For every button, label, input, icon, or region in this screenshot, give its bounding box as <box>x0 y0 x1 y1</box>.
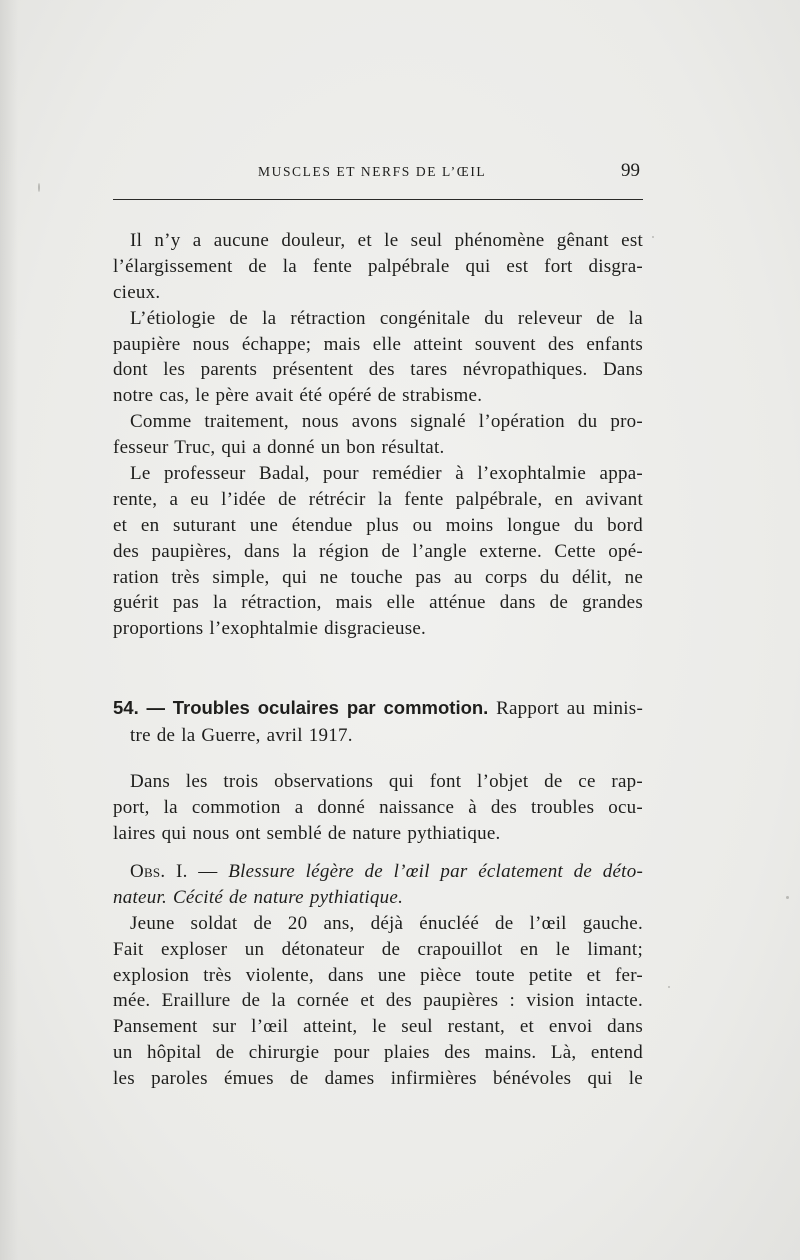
text-line: Dans les trois observations qui font l’objet de ce rap- <box>130 771 643 792</box>
paragraph <box>113 409 643 461</box>
body-text-top <box>113 228 643 642</box>
text-line: les paroles émues de dames infirmières bénévoles qui le <box>113 1068 643 1090</box>
scan-speck <box>786 896 789 899</box>
text-line: L’étiologie de la rétraction congénitale du releveur de la <box>130 307 643 329</box>
running-title: MUSCLES ET NERFS DE L’ŒIL <box>258 164 487 179</box>
text-line: paupière nous échappe; mais elle atteint souvent des enfants <box>113 333 643 355</box>
text-line: Pansement sur l’œil atteint, le seul restant, et envoi dans <box>113 1016 643 1038</box>
text-line: des paupières, dans la région de l’angle externe. Cette opé- <box>113 540 643 562</box>
scan-speck <box>38 183 40 192</box>
observation-block <box>113 859 643 1092</box>
paragraph <box>113 461 643 642</box>
text-line: port, la commotion a donné naissance à des troubles ocu- <box>113 796 643 818</box>
paragraph <box>113 306 643 410</box>
text-line: notre cas, le père avait été opéré de strabisme. <box>113 385 483 407</box>
text-line: l’élargissement de la fente palpébrale qui est fort disgra- <box>113 255 643 277</box>
text-line: et en suturant une étendue plus ou moins longue du bord <box>113 514 643 536</box>
text-line: Le professeur Badal, pour remédier à l’exophtalmie appa- <box>130 463 643 485</box>
text-line: Jeune soldat de 20 ans, déjà énucléé de l’œil gauche. <box>130 912 643 934</box>
intro-paragraph <box>113 769 643 847</box>
text-line: guérit pas la rétraction, mais elle atténue dans de grandes <box>113 592 643 614</box>
section-number: 54. <box>113 697 139 718</box>
page-number: 99 <box>621 160 640 181</box>
scan-speck <box>652 236 654 238</box>
paragraph <box>113 228 643 306</box>
text-line: fesseur Truc, qui a donné un bon résultat. <box>113 437 445 459</box>
section-heading <box>113 693 643 749</box>
text-line: cieux. <box>113 281 161 303</box>
observation-heading-line <box>113 859 643 885</box>
text-line: un hôpital de chirurgie pour plaies des mains. Là, entend <box>113 1042 643 1064</box>
section-subtitle-continuation: tre de la Guerre, avril 1917. <box>130 725 353 746</box>
text-line: Fait exploser un détonateur de crapouillot en le limant; <box>113 938 643 960</box>
section-dash: — <box>146 697 165 718</box>
section-heading-line <box>113 693 643 723</box>
scan-speck <box>668 986 670 988</box>
text-line: ration très simple, qui ne touche pas au corps du délit, ne <box>113 566 643 588</box>
text-line: Il n’y a aucune douleur, et le seul phénomène gênant est <box>130 230 643 251</box>
text-line: dont les parents présentent des tares névropathiques. Dans <box>113 359 643 381</box>
observation-dash: — <box>198 861 218 882</box>
observation-title-continuation: nateur. Cécité de nature pythiatique. <box>113 886 404 908</box>
text-line: explosion très violente, dans une pièce toute petite et fer- <box>113 964 643 986</box>
header-rule <box>113 199 643 200</box>
page-gutter-shadow <box>0 0 18 1260</box>
text-line: rente, a eu l’idée de rétrécir la fente palpébrale, en avivant <box>113 488 643 510</box>
text-line: Comme traitement, nous avons signalé l’opération du pro- <box>130 411 643 433</box>
observation-label: Obs. I. <box>130 861 188 882</box>
section-subtitle: Rapport au minis- <box>496 698 644 719</box>
text-line: mée. Eraillure de la cornée et des paupières : vision intacte. <box>113 990 643 1012</box>
observation-title: Blessure légère de l’œil par éclatement de déto- <box>228 861 644 882</box>
text-line: proportions l’exophtalmie disgracieuse. <box>113 618 427 640</box>
section-title: Troubles oculaires par commotion. <box>172 697 489 718</box>
running-header <box>113 160 643 190</box>
text-line: laires qui nous ont semblé de nature pythiatique. <box>113 822 501 844</box>
